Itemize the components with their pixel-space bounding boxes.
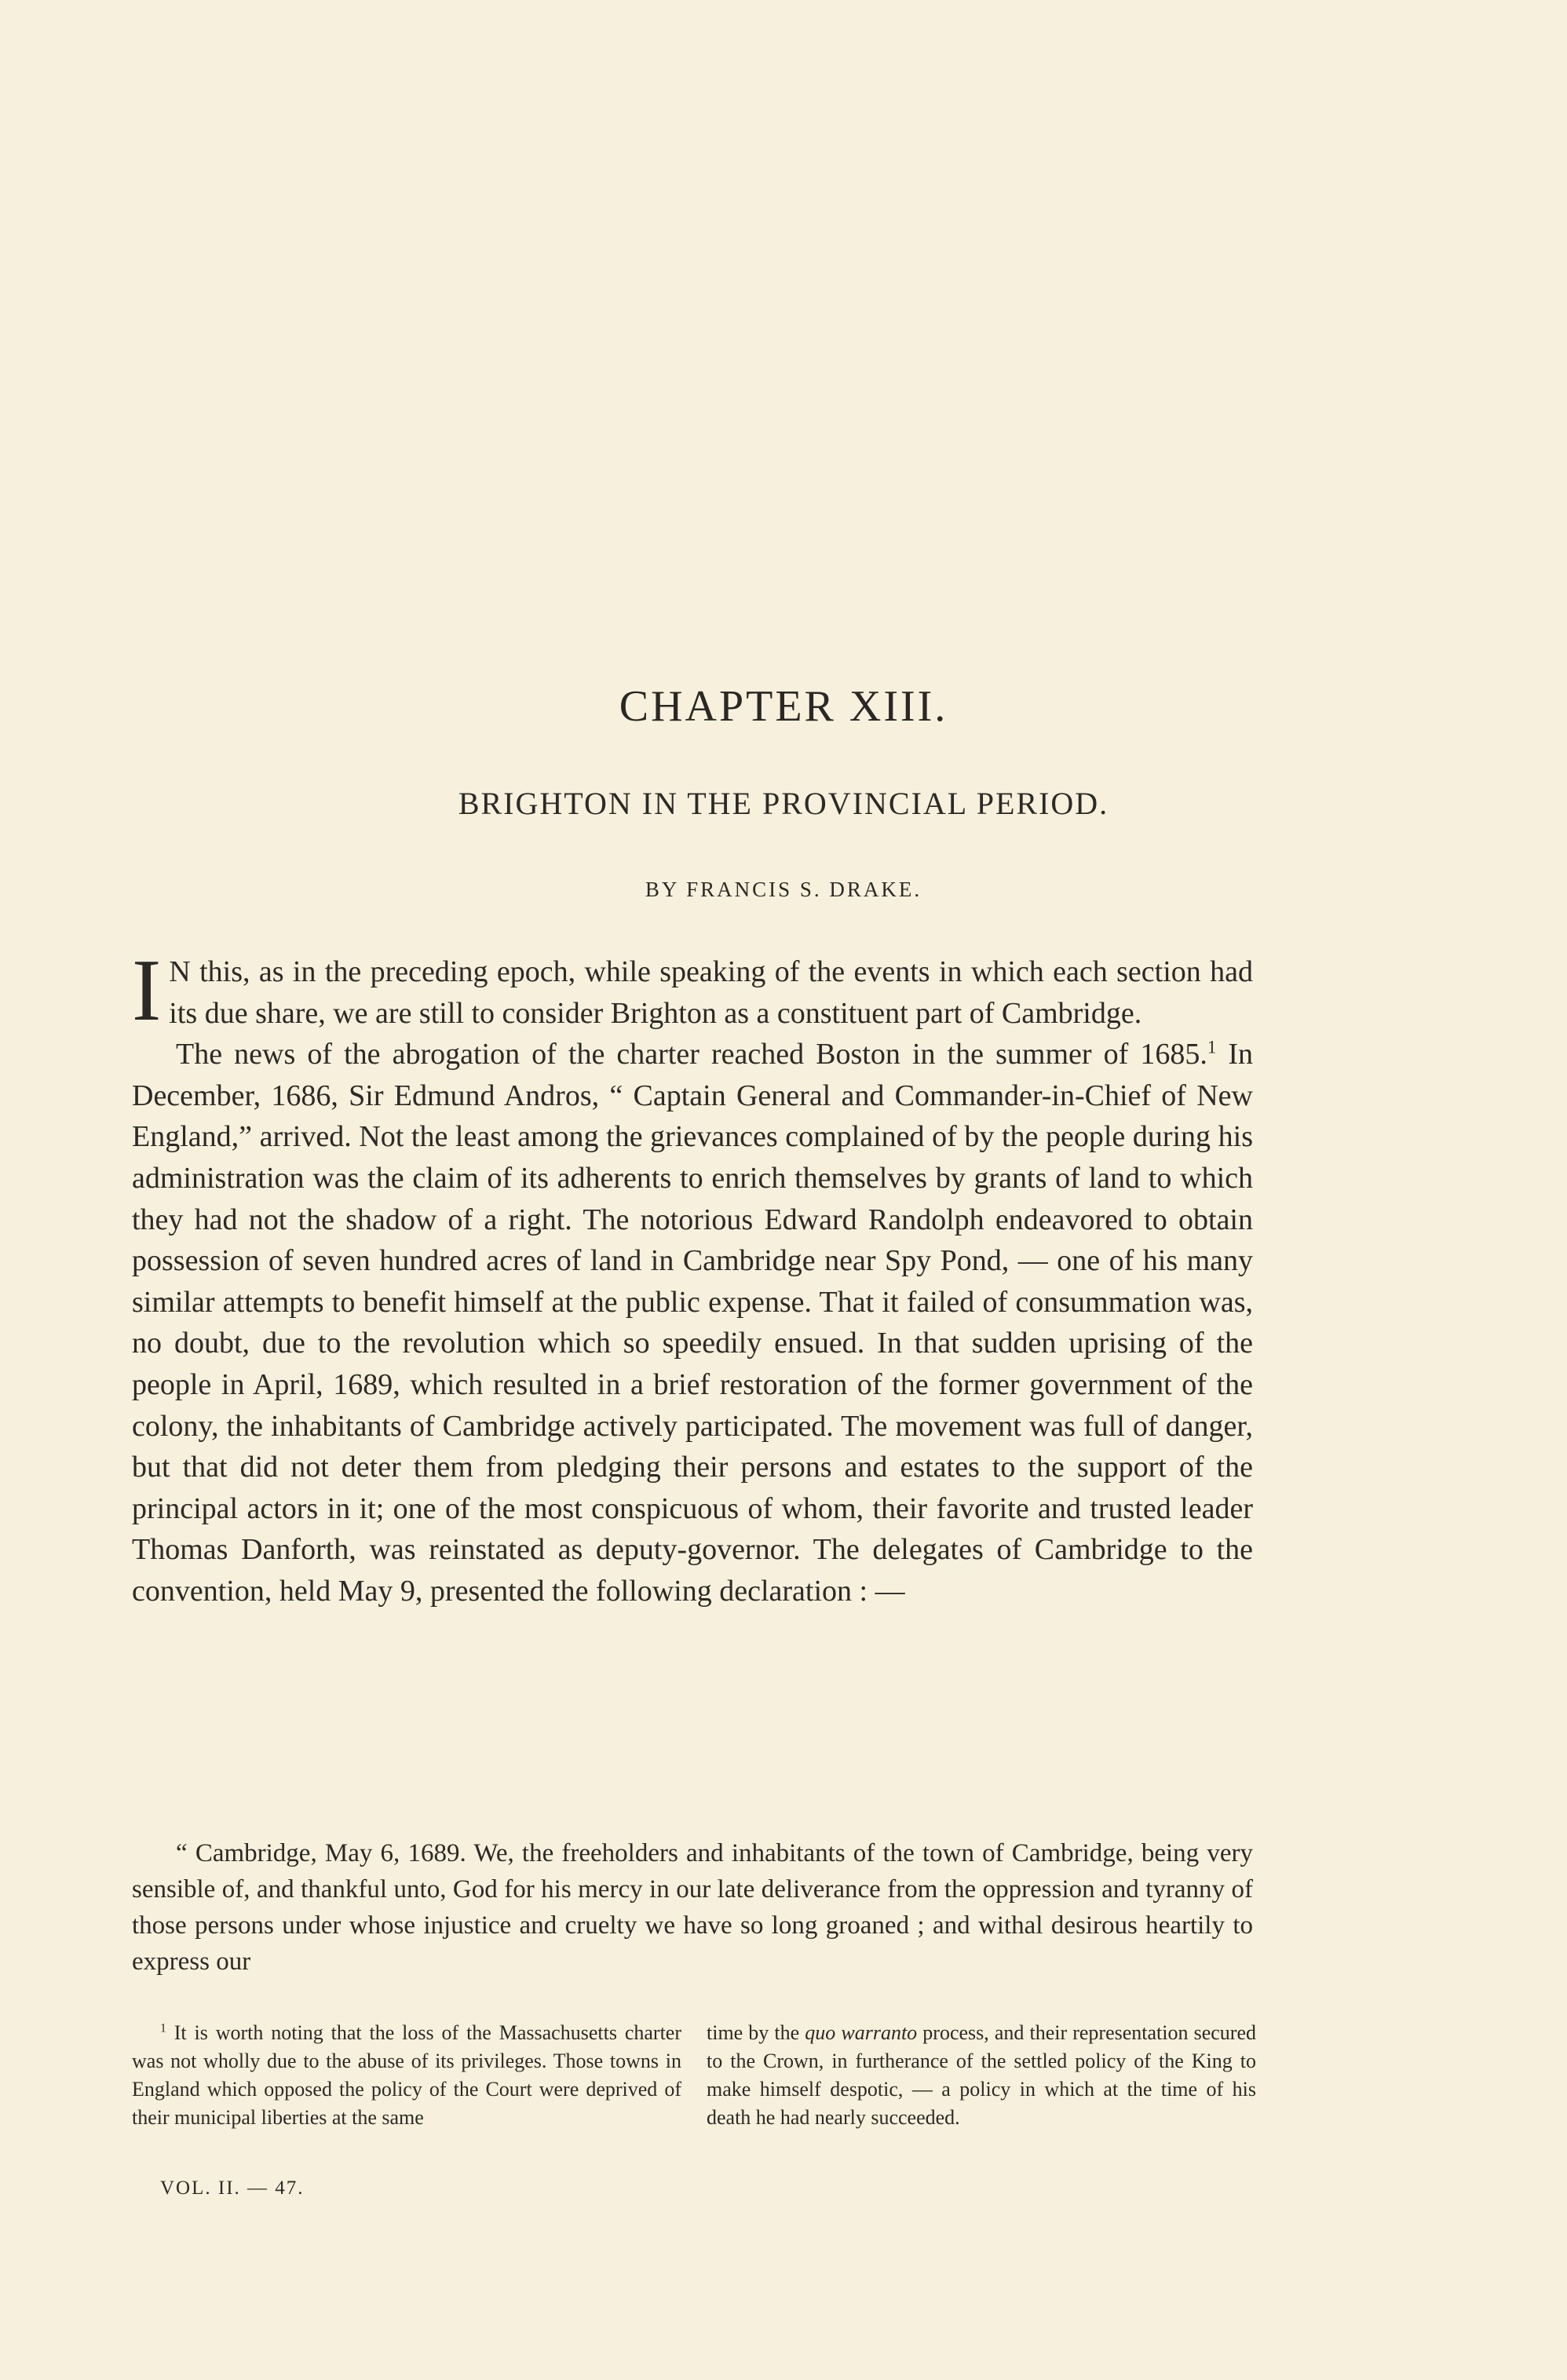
footnote-reference: 1: [1207, 1037, 1217, 1057]
footnote-column-right: [707, 2019, 1256, 2132]
block-quote: “ Cambridge, May 6, 1689. We, the freeholders and inhabitants of the town of Cambridge, being very sensible of, and thankful unto, God for his mercy in our late deliverance from the oppression and tyranny of those persons under whose injustice and cruelty we have so long groaned ; and withal desirous heartily to express our: [132, 1839, 1253, 1976]
volume-signature: VOL. II. — 47.: [160, 2177, 305, 2199]
footnote-marker: 1: [160, 2021, 166, 2035]
paragraph-2: [132, 1034, 1253, 1612]
footnote-italic-term: quo warranto: [805, 2021, 918, 2044]
paragraph-1: [132, 942, 1253, 1039]
footnote-text-right-b: process, and their representation secured to the Crown, in furtherance of the settled policy of the King to make himself despotic, — a policy in which at the time of his death he had nearly succeeded.: [707, 2021, 1256, 2129]
paragraph-2-text-b: In December, 1686, Sir Edmund Andros, “ Captain General and Commander-in-Chief of New England,” arrived. Not the least among the grievances complained of by the people during his administration was the claim of its adherents to enrich themselves by grants of land to which they had not the shadow of a right. The notorious Edward Randolph endeavored to obtain possession of seven hundred acres of land in Cambridge near Spy Pond, — one of his many similar attempts to benefit himself at the public expense. That it failed of consummation was, no doubt, due to the revolution which so speedily ensued. In that sudden uprising of the people in April, 1689, which resulted in a brief restoration of the former government of the colony, the inhabitants of Cambridge actively participated. The movement was full of danger, but that did not deter them from pledging their persons and estates to the support of the principal actors in it; one of the most conspicuous of whom, their favorite and trusted leader Thomas Danforth, was reinstated as deputy-governor. The delegates of Cambridge to the convention, held May 9, presented the following declaration : —: [132, 1038, 1254, 1608]
chapter-subtitle: BRIGHTON IN THE PROVINCIAL PERIOD.: [458, 786, 1109, 821]
footnotes: [132, 2019, 1256, 2132]
drop-cap: I: [132, 942, 162, 1039]
footnote-text-right-a: time by the: [707, 2021, 805, 2044]
chapter-title: CHAPTER XIII.: [619, 682, 948, 731]
body-text: [132, 942, 1254, 1612]
paragraph-1-text: N this, as in the preceding epoch, while speaking of the events in which each section had its due share, we are still to consider Brighton as a constituent part of Cambridge.: [169, 955, 1253, 1030]
footnote-text-left: It is worth noting that the loss of the Massachusetts charter was not wholly due to the abuse of its privileges. Those towns in England which opposed the policy of the Court were deprived of their municipal liberties at the same: [132, 2021, 681, 2129]
author-byline: BY FRANCIS S. DRAKE.: [645, 878, 922, 901]
footnote-column-left: [132, 2019, 681, 2132]
paragraph-2-text-a: The news of the abrogation of the charter reached Boston in the summer of 1685.: [176, 1038, 1207, 1071]
